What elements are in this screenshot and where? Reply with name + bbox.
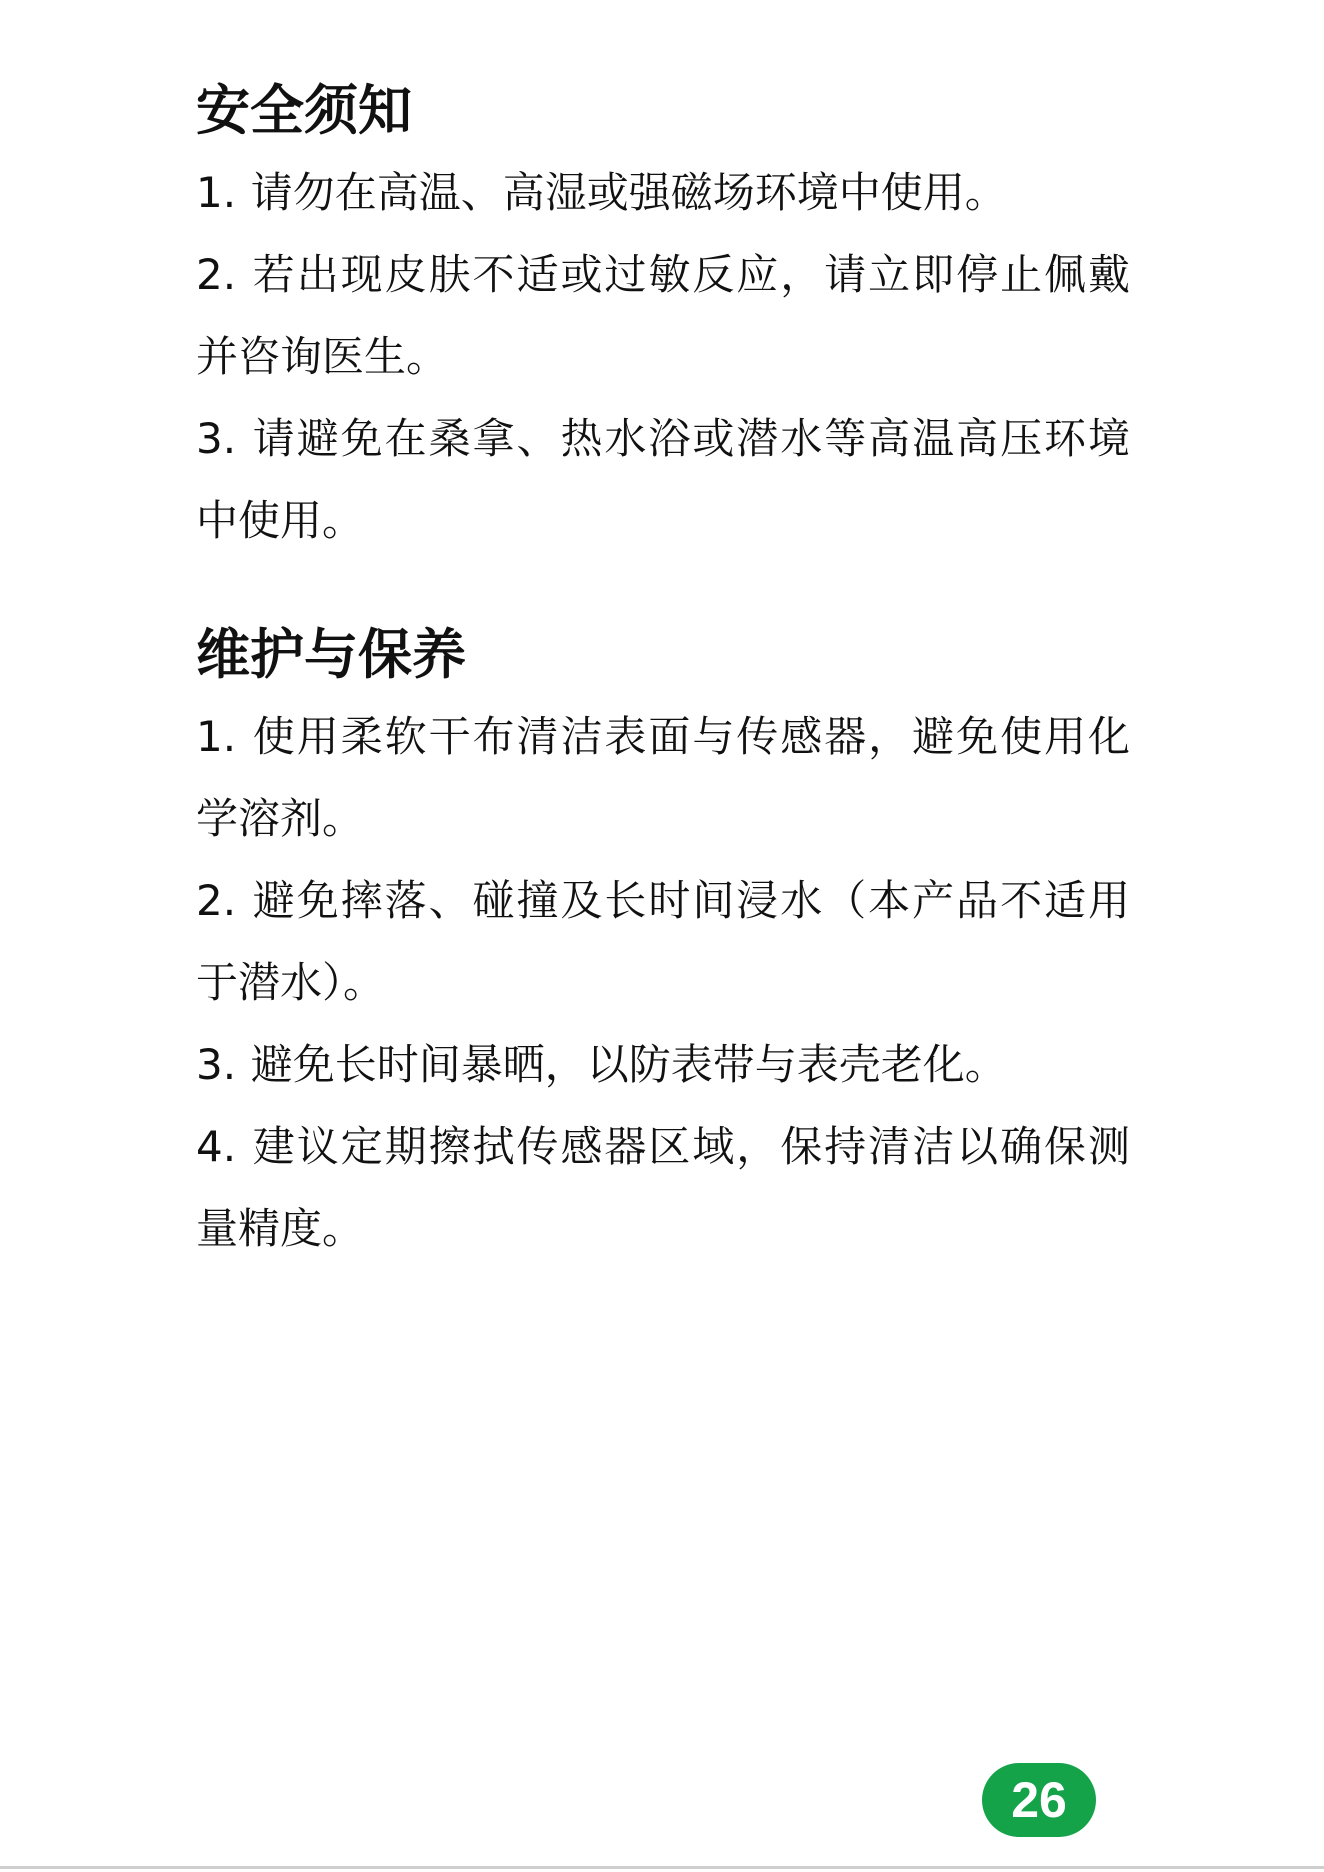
page-content xyxy=(196,70,1130,1270)
item-number: 4. xyxy=(196,1122,237,1171)
item-number: 2. xyxy=(196,250,237,299)
maintenance-item-4 xyxy=(196,1106,1130,1270)
maintenance-section xyxy=(196,614,1130,1270)
safety-item-3 xyxy=(196,398,1130,562)
item-text: 避免长时间暴晒，以防表带与表壳老化。 xyxy=(250,1040,1007,1089)
item-text: 若出现皮肤不适或过敏反应，请立即停止佩戴并咨询医生。 xyxy=(196,250,1130,381)
item-number: 2. xyxy=(196,876,237,925)
safety-item-2 xyxy=(196,234,1130,398)
item-number: 1. xyxy=(196,712,237,761)
section-title-maintenance: 维护与保养 xyxy=(196,623,466,686)
item-text: 避免摔落、碰撞及长时间浸水（本产品不适用于潜水）。 xyxy=(196,876,1130,1007)
item-number: 3. xyxy=(196,1040,237,1089)
maintenance-item-1 xyxy=(196,696,1130,860)
safety-item-1 xyxy=(196,152,1130,234)
item-number: 1. xyxy=(196,168,237,217)
maintenance-item-3 xyxy=(196,1024,1130,1106)
item-text: 使用柔软干布清洁表面与传感器，避免使用化学溶剂。 xyxy=(196,712,1130,843)
section-title-safety: 安全须知 xyxy=(196,79,412,142)
item-text: 请勿在高温、高湿或强磁场环境中使用。 xyxy=(250,168,1007,217)
maintenance-item-2 xyxy=(196,860,1130,1024)
page-number-badge: 26 xyxy=(982,1763,1096,1837)
bottom-divider xyxy=(0,1866,1324,1869)
item-number: 3. xyxy=(196,414,237,463)
item-text: 建议定期擦拭传感器区域，保持清洁以确保测量精度。 xyxy=(196,1122,1130,1253)
safety-section xyxy=(196,70,1130,562)
item-text: 请避免在桑拿、热水浴或潜水等高温高压环境中使用。 xyxy=(196,414,1130,545)
